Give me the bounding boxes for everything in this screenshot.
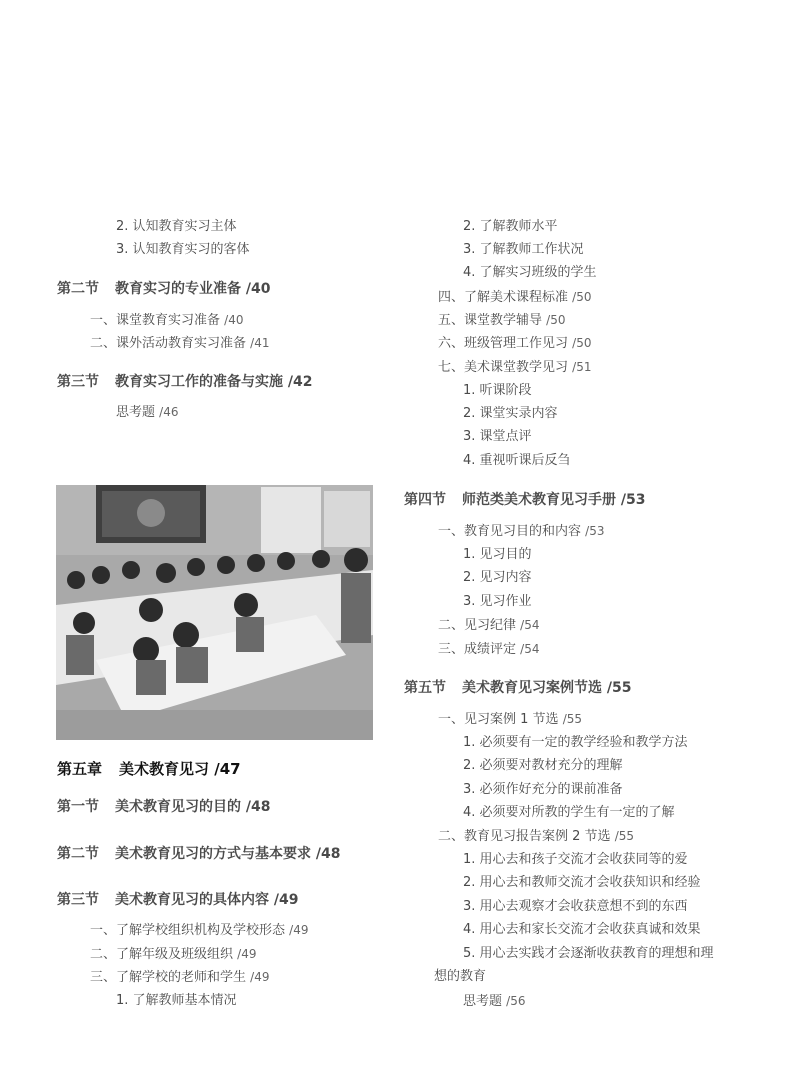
toc-entry: 一、教育见习目的和内容 /53 (438, 524, 605, 539)
toc-entry: 2. 用心去和教师交流才会收获知识和经验 (463, 875, 701, 890)
toc-entry: 五、课堂教学辅导 /50 (438, 313, 566, 328)
toc-entry: 思考题 /56 (463, 994, 526, 1009)
toc-entry: 思考题 /46 (116, 405, 179, 420)
toc-entry: 2. 见习内容 (463, 570, 532, 585)
toc-entry: 一、课堂教育实习准备 /40 (90, 313, 244, 328)
toc-entry: 四、了解美术课程标准 /50 (438, 290, 592, 305)
toc-entry: 3. 认知教育实习的客体 (116, 242, 250, 257)
toc-entry: 六、班级管理工作见习 /50 (438, 336, 592, 351)
toc-entry: 一、了解学校组织机构及学校形态 /49 (90, 923, 309, 938)
toc-entry: 3. 了解教师工作状况 (463, 242, 584, 257)
toc-entry: 二、见习纪律 /54 (438, 618, 540, 633)
toc-entry: 3. 用心去观察才会收获意想不到的东西 (463, 899, 688, 914)
classroom-photo (56, 485, 373, 740)
toc-entry: 七、美术课堂教学见习 /51 (438, 360, 592, 375)
toc-entry: 4. 必须要对所教的学生有一定的了解 (463, 805, 675, 820)
toc-chapter-heading: 第五章 美术教育见习 /47 (57, 760, 241, 778)
toc-section-heading: 第四节 师范类美术教育见习手册 /53 (404, 492, 646, 508)
toc-section-heading: 第二节 教育实习的专业准备 /40 (57, 281, 271, 297)
toc-entry: 4. 了解实习班级的学生 (463, 265, 597, 280)
toc-entry: 4. 重视听课后反刍 (463, 453, 571, 468)
toc-entry: 5. 用心去实践才会逐渐收获教育的理想和理 (463, 946, 714, 961)
toc-entry: 1. 见习目的 (463, 547, 532, 562)
toc-section-heading: 第一节 美术教育见习的目的 /48 (57, 799, 271, 815)
toc-entry: 想的教育 (434, 969, 487, 984)
toc-entry: 三、了解学校的老师和学生 /49 (90, 970, 270, 985)
toc-entry: 1. 用心去和孩子交流才会收获同等的爱 (463, 852, 688, 867)
toc-entry: 4. 用心去和家长交流才会收获真诚和效果 (463, 922, 701, 937)
toc-entry: 1. 了解教师基本情况 (116, 993, 237, 1008)
toc-section-heading: 第三节 教育实习工作的准备与实施 /42 (57, 374, 313, 390)
toc-entry: 3. 必须作好充分的课前准备 (463, 782, 623, 797)
toc-section-heading: 第五节 美术教育见习案例节选 /55 (404, 680, 632, 696)
toc-entry: 3. 见习作业 (463, 594, 532, 609)
toc-entry: 一、见习案例 1 节选 /55 (438, 712, 582, 727)
toc-entry: 3. 课堂点评 (463, 429, 532, 444)
toc-entry: 二、教育见习报告案例 2 节选 /55 (438, 829, 634, 844)
toc-entry: 1. 听课阶段 (463, 383, 532, 398)
toc-entry: 二、了解年级及班级组织 /49 (90, 947, 257, 962)
toc-entry: 1. 必须要有一定的教学经验和教学方法 (463, 735, 688, 750)
toc-section-heading: 第二节 美术教育见习的方式与基本要求 /48 (57, 846, 341, 862)
toc-entry: 2. 认知教育实习主体 (116, 219, 237, 234)
toc-entry: 2. 必须要对教材充分的理解 (463, 758, 623, 773)
toc-section-heading: 第三节 美术教育见习的具体内容 /49 (57, 892, 299, 908)
toc-entry: 二、课外活动教育实习准备 /41 (90, 336, 270, 351)
toc-entry: 三、成绩评定 /54 (438, 642, 540, 657)
toc-entry: 2. 了解教师水平 (463, 219, 558, 234)
toc-entry: 2. 课堂实录内容 (463, 406, 558, 421)
